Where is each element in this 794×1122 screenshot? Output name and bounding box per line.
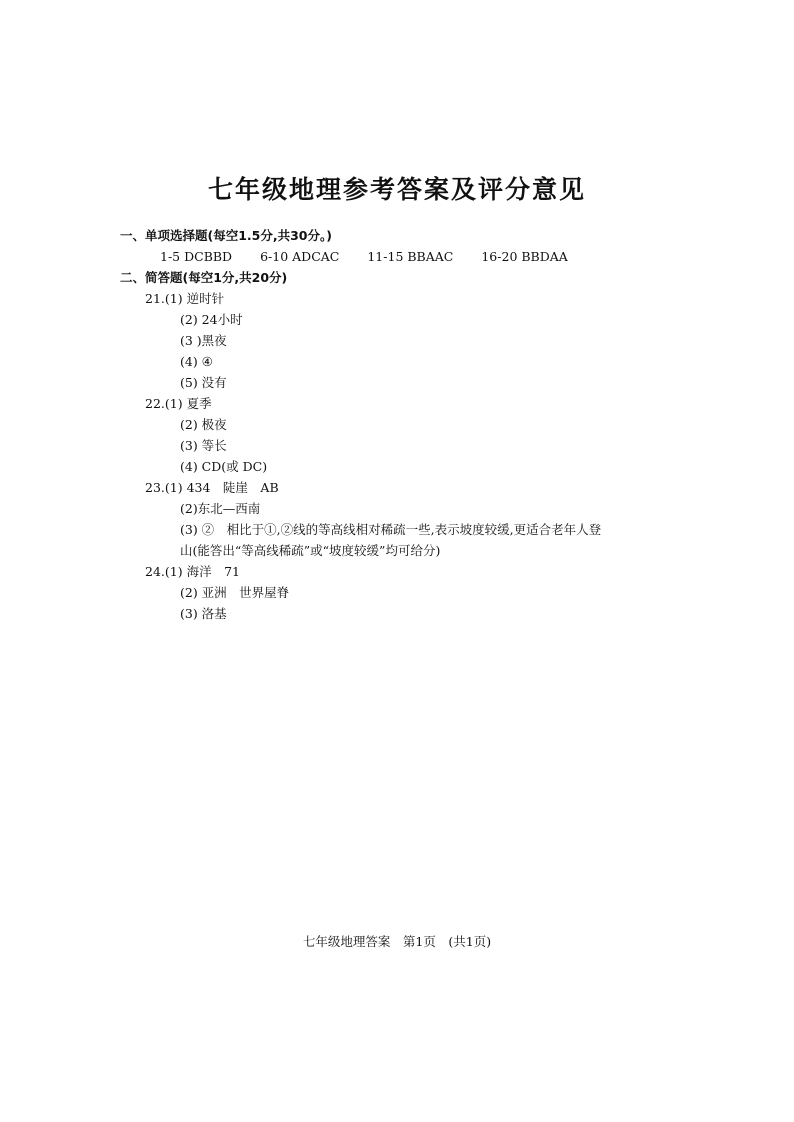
question-23-item-1 [145, 477, 680, 498]
answer-text: (1) 434 陡崖 AB [164, 480, 279, 495]
answer-text: (1) 海洋 71 [164, 564, 240, 579]
answer-line: (3) 等长 [180, 438, 227, 453]
choice-group: 6-10 ADCAC [260, 249, 340, 264]
question-24-item-1 [145, 561, 680, 582]
section-heading-short-answer: 二、简答题(每空1分,共20分) [120, 270, 288, 285]
answer-line: (3 )黑夜 [180, 333, 227, 348]
question-22-item-1 [145, 393, 680, 414]
answer-line: (2) 亚洲 世界屋脊 [180, 585, 290, 600]
answer-line: (2) 24小时 [180, 312, 243, 327]
choice-group: 11-15 BBAAC [367, 249, 454, 264]
choice-group: 16-20 BBDAA [481, 249, 568, 264]
answer-text: (1) 夏季 [164, 396, 212, 411]
answer-line: (4) CD(或 DC) [180, 459, 268, 474]
answer-text: (1) 逆时针 [164, 291, 225, 306]
answer-line: (4) ④ [180, 354, 213, 369]
question-21-item-1 [145, 288, 680, 309]
answer-line: (3) ② 相比于①,②线的等高线相对稀疏一些,表示坡度较缓,更适合老年人登 [180, 522, 602, 537]
page-footer: 七年级地理答案 第1页 (共1页) [302, 934, 492, 949]
answer-line-continued: 山(能答出“等高线稀疏”或“坡度较缓”均可给分) [180, 543, 441, 558]
question-number: 23. [145, 480, 165, 495]
question-number: 21. [145, 291, 165, 306]
answer-line: (5) 没有 [180, 375, 227, 390]
question-number: 24. [145, 564, 165, 579]
choice-group: 1-5 DCBBD [160, 249, 233, 264]
section-heading-choice: 一、单项选择题(每空1.5分,共30分。) [120, 228, 332, 243]
answer-content [120, 225, 680, 624]
answer-line: (3) 洛基 [180, 606, 227, 621]
question-number: 22. [145, 396, 165, 411]
page-title: 七年级地理参考答案及评分意见 [207, 175, 586, 204]
answer-line: (2)东北—西南 [180, 501, 261, 516]
answer-line: (2) 极夜 [180, 417, 227, 432]
choice-answers-row [160, 246, 680, 267]
